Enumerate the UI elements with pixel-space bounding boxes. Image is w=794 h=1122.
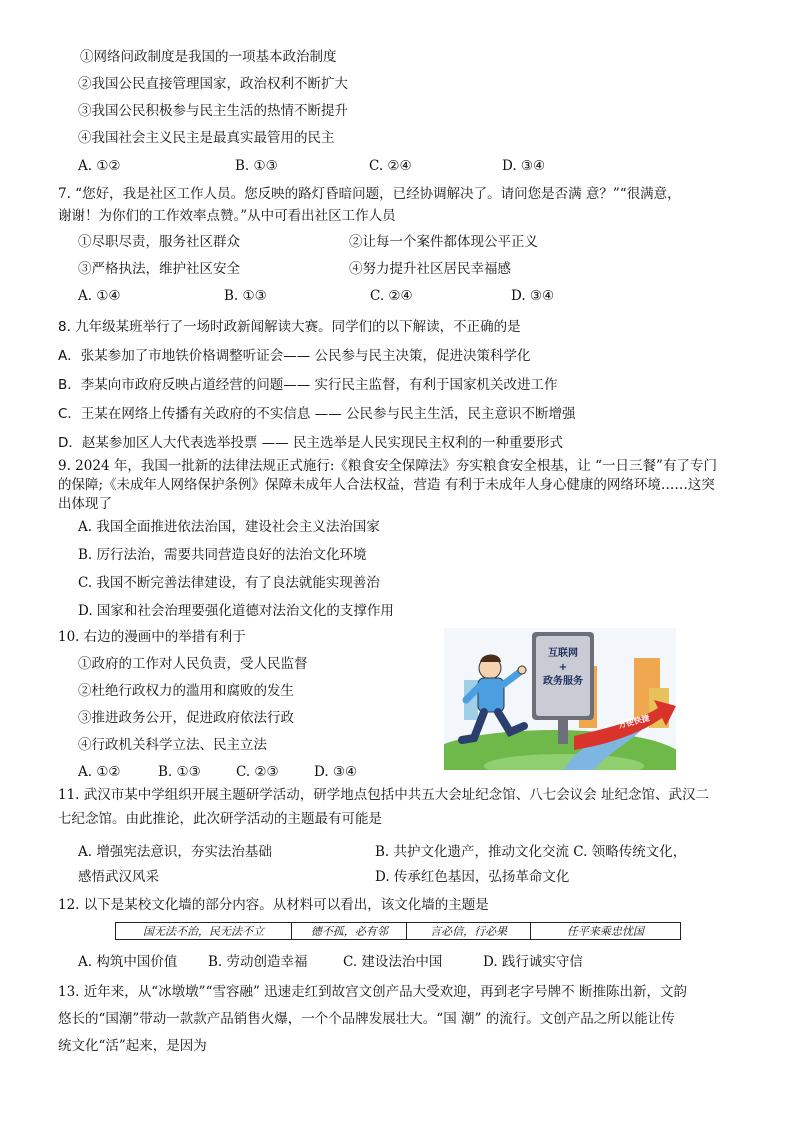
q11-option-bc: B. 共护文化遗产，推动文化交流 C. 领略传统文化， — [375, 844, 687, 860]
q7-option-d: D. ③④ — [511, 288, 555, 304]
motto-cell-3: 言必信，行必果 — [407, 923, 530, 939]
q9-stem-line1: 9. 2024 年，我国一批新的法律法规正式施行:《粮食安全保障法》夯实粮食安全根基，让 “一日三餐”有了专门 — [58, 458, 717, 474]
q7-stem-line1: 7. “您好，我是社区工作人员。您反映的路灯昏暗问题，已经协调解决了。请问您是否满 意？”“很满意， — [58, 186, 681, 202]
q12-option-c: C. 建设法治中国 — [343, 954, 443, 970]
motto-cell-4: 任平来乘忠忧国 — [566, 925, 644, 938]
q8-stem: 8. 九年级某班举行了一场时政新闻解读大赛。同学们的以下解读，不正确的是 — [58, 319, 521, 335]
q7-option-c: C. ②④ — [370, 288, 413, 304]
q13-stem-line2: 悠长的“国潮”带动一款款产品销售火爆，一个个品牌发展壮大。“国 潮” 的流行。文创产品之所以能让传 — [58, 1011, 675, 1027]
q12-stem: 12. 以下是某校文化墙的部分内容。从材料可以看出，该文化墙的主题是 — [58, 897, 489, 913]
q9-stem-line2: 的保障;《未成年人网络保护条例》保障未成年人合法权益，营造 有利于未成年人身心健康的网络环境……这突 — [58, 477, 715, 493]
q6-item-1: ①网络问政制度是我国的一项基本政治制度 — [80, 49, 337, 65]
q7-item-1: ①尽职尽责，服务社区群众 — [78, 234, 240, 250]
q7-item-4: ④努力提升社区居民幸福感 — [349, 261, 511, 277]
q6-option-d: D. ③④ — [502, 158, 546, 174]
q6-option-a: A. ①② — [78, 158, 121, 174]
q10-item-4: ④行政机关科学立法、民主立法 — [78, 737, 267, 753]
q6-item-2: ②我国公民直接管理国家，政治权利不断扩大 — [78, 76, 348, 92]
q11-option-a: A. 增强宪法意识，夯实法治基础 — [78, 844, 272, 860]
q7-item-2: ②让每一个案件都体现公平正义 — [349, 234, 538, 250]
q7-stem-line2: 谢谢！为你们的工作效率点赞。”从中可看出社区工作人员 — [58, 208, 396, 224]
q13-stem-line3: 统文化“活”起来，是因为 — [58, 1038, 207, 1054]
q9-stem-line3: 出体现了 — [58, 496, 112, 512]
q10-item-3: ③推进政务公开，促进政府依法行政 — [78, 710, 294, 726]
motto-cell-1: 国无法不治，民无法不立 — [116, 923, 292, 939]
q12-option-b: B. 劳动创造幸福 — [208, 954, 308, 970]
q10-option-c: C. ②③ — [236, 764, 279, 780]
q7-option-a: A. ①④ — [78, 288, 121, 304]
motto-cell-2: 德不孤，必有邻 — [292, 923, 407, 939]
q13-stem-line1: 13. 近年来，从“冰墩墩”“雪容融” 迅速走红到故宫文创产品大受欢迎，再到老字号牌不 断推陈出新，文韵 — [58, 984, 687, 1000]
comic-sign-line2: + — [558, 662, 568, 673]
q6-option-b: B. ①③ — [235, 158, 278, 174]
q10-item-1: ①政府的工作对人民负责，受人民监督 — [78, 656, 308, 672]
q8-option-b: B．李某向市政府反映占道经营的问题—— 实行民主监督，有利于国家机关改进工作 — [58, 377, 558, 393]
q10-option-a: A. ①② — [78, 764, 121, 780]
q11-option-c-cont: 感悟武汉风采 — [78, 869, 159, 885]
q10-option-d: D. ③④ — [314, 764, 358, 780]
q11-stem-line2: 七纪念馆。由此推论，此次研学活动的主题最有可能是 — [58, 811, 382, 827]
q8-option-c: C．王某在网络上传播有关政府的不实信息 —— 公民参与民主生活，民主意识不断增强 — [58, 406, 576, 422]
q10-item-2: ②杜绝行政权力的滥用和腐败的发生 — [78, 683, 294, 699]
q12-option-a: A. 构筑中国价值 — [78, 954, 178, 970]
q6-item-4: ④我国社会主义民主是最真实最管用的民主 — [78, 130, 335, 146]
q9-option-b: B. 厉行法治，需要共同营造良好的法治文化环境 — [78, 547, 367, 563]
comic-sign-line1: 互联网 — [548, 648, 578, 659]
q11-stem-line1: 11. 武汉市某中学组织开展主题研学活动，研学地点包括中共五大会址纪念馆、八七会议会 址纪念馆、武汉二 — [58, 787, 710, 803]
q7-item-3: ③严格执法，维护社区安全 — [78, 261, 240, 277]
q9-option-d: D. 国家和社会治理要强化道德对法治文化的支撑作用 — [78, 603, 394, 619]
q6-option-c: C. ②④ — [369, 158, 412, 174]
q10-option-b: B. ①③ — [158, 764, 201, 780]
q12-option-d: D. 践行诚实守信 — [483, 954, 583, 970]
culture-wall-table — [115, 922, 681, 940]
q9-option-c: C. 我国不断完善法律建设，有了良法就能实现善治 — [78, 575, 380, 591]
comic-arrow-text: 方便快捷 — [617, 713, 651, 730]
q7-option-b: B. ①③ — [224, 288, 267, 304]
comic-illustration — [444, 628, 676, 770]
comic-sign-line3: 政务服务 — [543, 676, 583, 687]
q9-option-a: A. 我国全面推进依法治国，建设社会主义法治国家 — [78, 519, 380, 535]
q8-option-a: A．张某参加了市地铁价格调整听证会—— 公民参与民主决策，促进决策科学化 — [58, 348, 531, 364]
q8-option-d: D．赵某参加区人大代表选举投票 —— 民主选举是人民实现民主权利的一种重要形式 — [58, 435, 563, 451]
q11-option-d: D. 传承红色基因，弘扬革命文化 — [375, 869, 570, 885]
q10-stem: 10. 右边的漫画中的举措有利于 — [58, 629, 246, 645]
q6-item-3: ③我国公民积极参与民主生活的热情不断提升 — [78, 103, 348, 119]
comic-svg — [444, 628, 676, 770]
